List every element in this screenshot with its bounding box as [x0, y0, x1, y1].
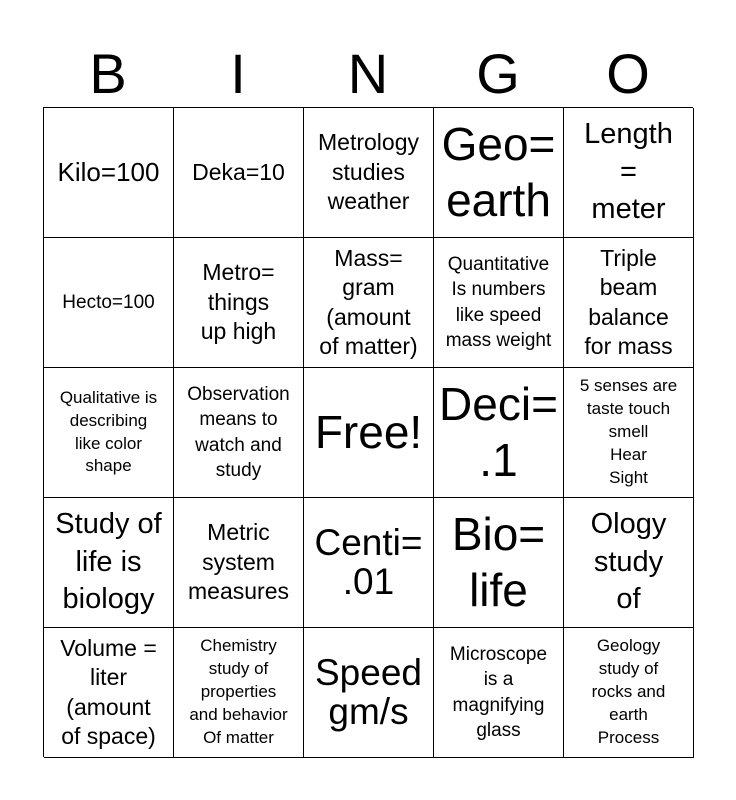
header-letter-i: I [230, 42, 246, 105]
bingo-cell-free[interactable]: Free! [304, 368, 434, 498]
bingo-cell-r1-c5[interactable]: Length = meter [564, 108, 694, 238]
bingo-cell-r2-c4[interactable]: Quantitative Is numbers like speed mass weight [434, 238, 564, 368]
bingo-cell-r3-c1[interactable]: Qualitative is describing like color shape [44, 368, 174, 498]
bingo-cell-r2-c2[interactable]: Metro= things up high [174, 238, 304, 368]
bingo-cell-r4-c2[interactable]: Metric system measures [174, 498, 304, 628]
header-letter-g: G [476, 42, 520, 105]
bingo-cell-r2-c5[interactable]: Triple beam balance for mass [564, 238, 694, 368]
bingo-header [43, 40, 693, 108]
bingo-cell-r5-c5[interactable]: Geology study of rocks and earth Process [564, 628, 694, 758]
bingo-cell-r2-c3[interactable]: Mass= gram (amount of matter) [304, 238, 434, 368]
bingo-cell-r5-c3[interactable]: Speed gm/s [304, 628, 434, 758]
bingo-cell-r4-c4[interactable]: Bio= life [434, 498, 564, 628]
header-letter-o: O [606, 42, 650, 105]
bingo-cell-r4-c3[interactable]: Centi= .01 [304, 498, 434, 628]
bingo-cell-r5-c4[interactable]: Microscope is a magnifying glass [434, 628, 564, 758]
bingo-cell-r1-c4[interactable]: Geo= earth [434, 108, 564, 238]
header-letter-n: N [347, 42, 389, 105]
bingo-cell-r1-c3[interactable]: Metrology studies weather [304, 108, 434, 238]
bingo-cell-r4-c1[interactable]: Study of life is biology [44, 498, 174, 628]
bingo-cell-r3-c5[interactable]: 5 senses are taste touch smell Hear Sight [564, 368, 694, 498]
header-letter-b: B [89, 42, 127, 105]
bingo-board [43, 107, 693, 757]
bingo-cell-r3-c4[interactable]: Deci= .1 [434, 368, 564, 498]
bingo-cell-r4-c5[interactable]: Ology study of [564, 498, 694, 628]
bingo-cell-r5-c1[interactable]: Volume = liter (amount of space) [44, 628, 174, 758]
bingo-cell-r5-c2[interactable]: Chemistry study of properties and behavior Of matter [174, 628, 304, 758]
bingo-cell-r3-c2[interactable]: Observation means to watch and study [174, 368, 304, 498]
bingo-cell-r2-c1[interactable]: Hecto=100 [44, 238, 174, 368]
bingo-cell-r1-c2[interactable]: Deka=10 [174, 108, 304, 238]
bingo-cell-r1-c1[interactable]: Kilo=100 [44, 108, 174, 238]
